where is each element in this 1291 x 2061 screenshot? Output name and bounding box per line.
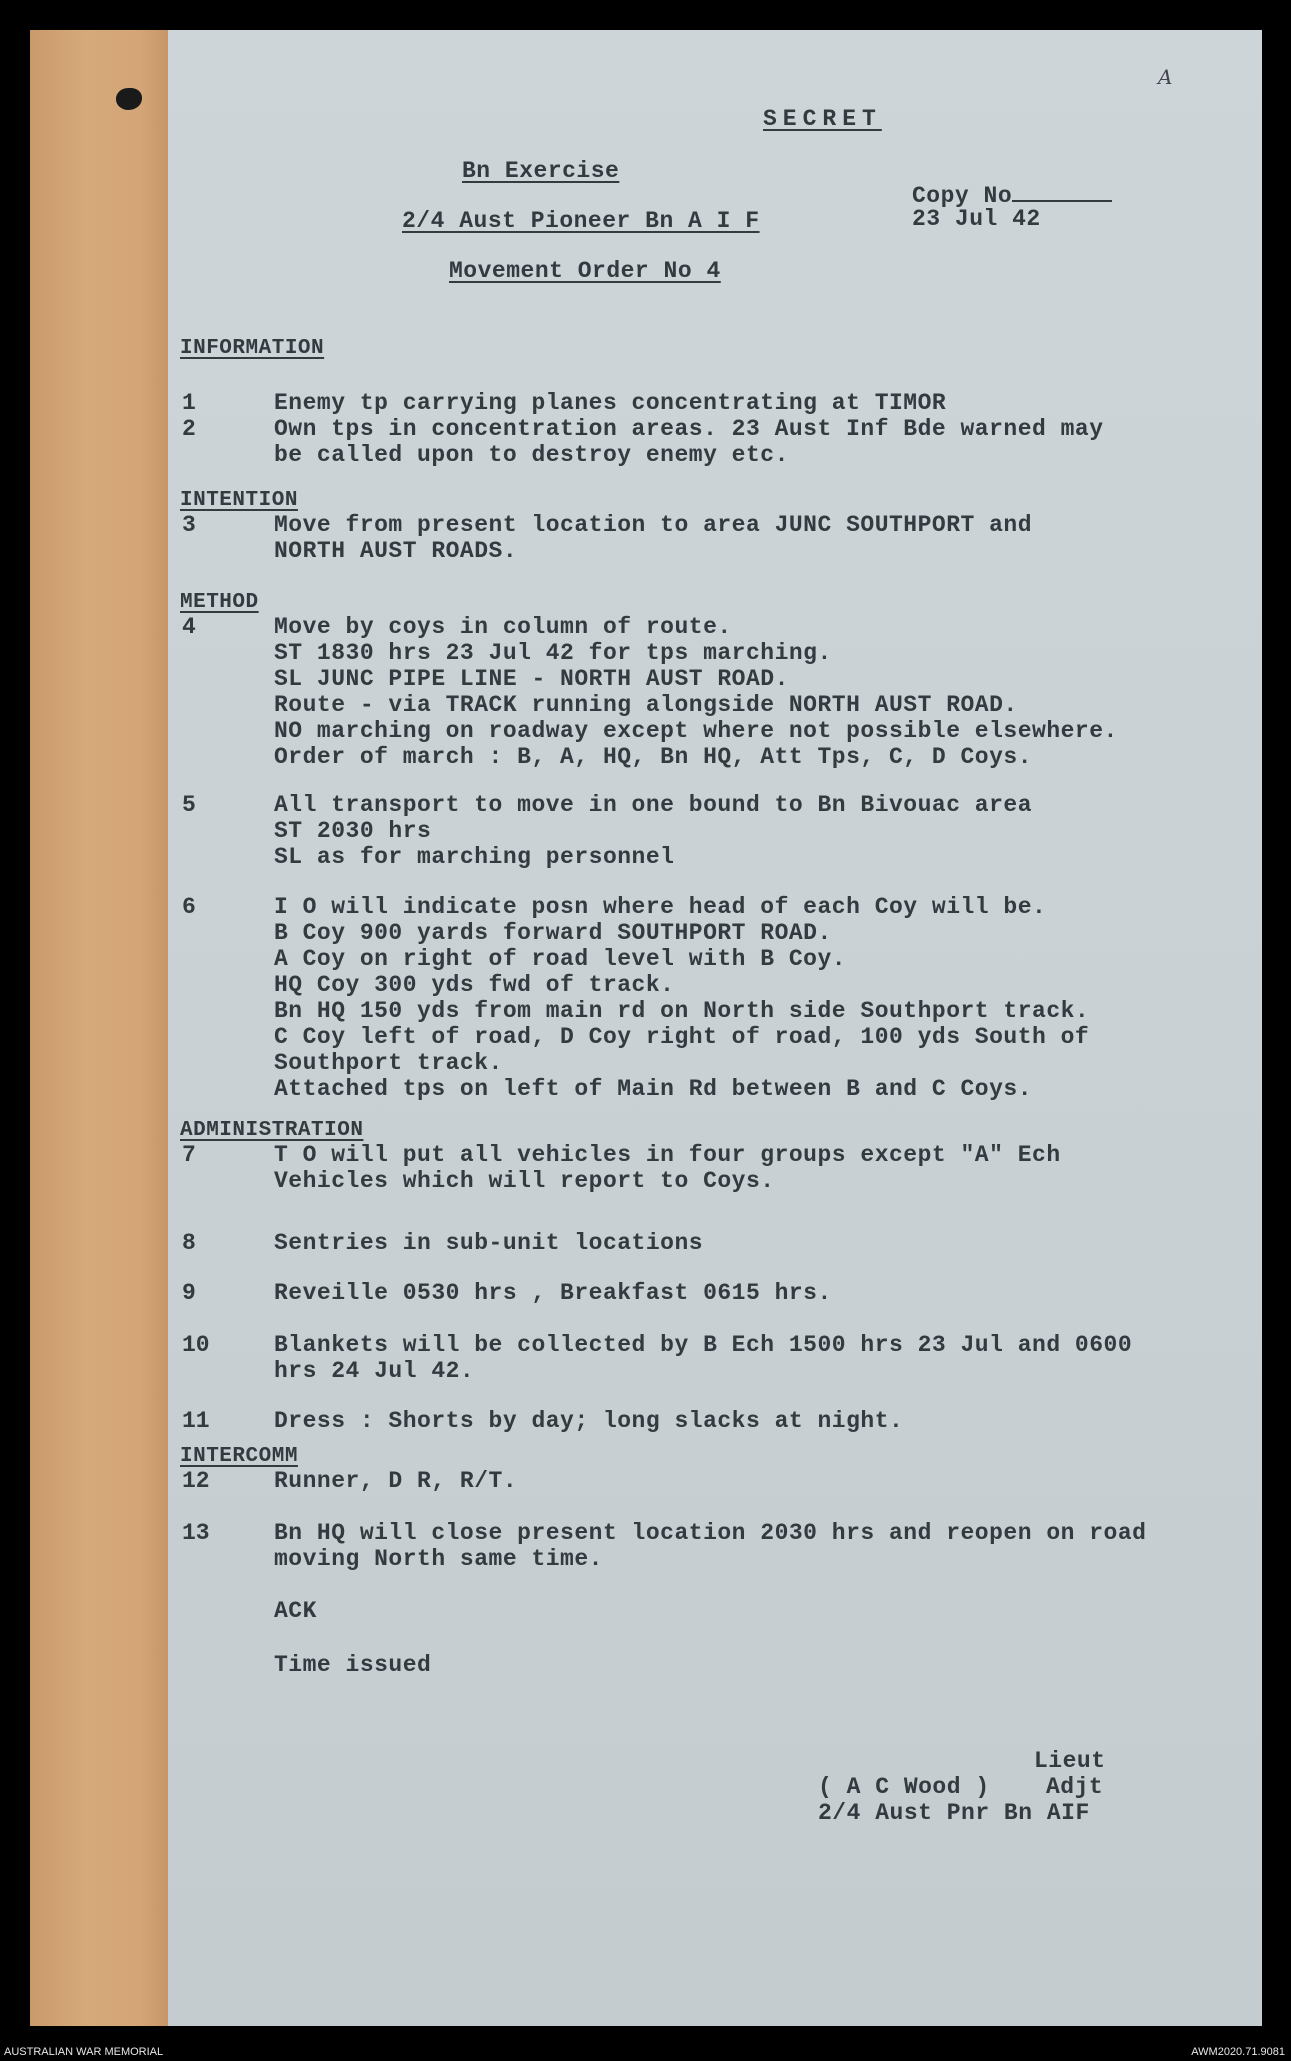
footer-accession: AWM2020.71.9081 [1191,2046,1285,2058]
copy-no-label: Copy No [912,183,1013,209]
paragraph-5 [274,792,1032,870]
paragraph-line: NO marching on roadway except where not possible elsewhere. [274,718,1118,744]
heading-administration: ADMINISTRATION [180,1119,364,1142]
exercise-title: Bn Exercise [462,158,620,184]
copy-no [912,182,1112,209]
copy-no-blank [1012,182,1112,202]
paragraph-3 [274,512,1032,564]
paragraph-line: Runner, D R, R/T. [274,1468,518,1494]
signature-appointment: Adjt [1046,1774,1104,1800]
paragraph-12 [274,1468,517,1494]
corner-mark: A [1158,65,1173,89]
para-number: 2 [182,416,196,442]
order-date: 23 Jul 42 [912,206,1041,232]
paragraph-line: Southport track. [274,1050,503,1076]
paragraph-line: Route - via TRACK running alongside NORTH AUST ROAD. [274,692,1018,718]
paragraph-line: Bn HQ 150 yds from main rd on North side Southport track. [274,998,1090,1024]
paragraph-line: moving North same time. [274,1546,603,1572]
paragraph-line: ST 2030 hrs [274,818,432,844]
paragraph-line: C Coy left of road, D Coy right of road, 100 yds South of [274,1024,1090,1050]
paragraph-line: SL JUNC PIPE LINE - NORTH AUST ROAD. [274,666,789,692]
para-number: 4 [182,614,196,640]
paragraph-line: All transport to move in one bound to Bn Bivouac area [274,792,1033,818]
paragraph-line: Own tps in concentration areas. 23 Aust Inf Bde warned may [274,416,1104,442]
para-number: 7 [182,1142,196,1168]
para-number: 5 [182,792,196,818]
paragraph-7 [274,1142,1061,1194]
signature-unit: 2/4 Aust Pnr Bn AIF [818,1800,1090,1826]
paragraph-line: T O will put all vehicles in four groups except "A" Ech [274,1142,1061,1168]
paragraph-4 [274,614,1118,770]
paragraph-line: B Coy 900 yards forward SOUTHPORT ROAD. [274,920,832,946]
para-number: 9 [182,1280,196,1306]
paragraph-9 [274,1280,832,1306]
para-number: 11 [182,1408,210,1434]
paragraph-line: I O will indicate posn where head of each Coy will be. [274,894,1047,920]
paragraph-10 [274,1332,1132,1384]
order-title: Movement Order No 4 [449,258,721,284]
paragraph-1 [274,390,946,416]
heading-intention: INTENTION [180,489,298,512]
paragraph-line: Attached tps on left of Main Rd between B and C Coys. [274,1076,1033,1102]
heading-method: METHOD [180,591,259,614]
paragraph-line: be called upon to destroy enemy etc. [274,442,789,468]
para-number: 6 [182,894,196,920]
paragraph-line: ST 1830 hrs 23 Jul 42 for tps marching. [274,640,832,666]
ack-line: ACK [274,1598,317,1624]
paragraph-line: Reveille 0530 hrs , Breakfast 0615 hrs. [274,1280,832,1306]
paragraph-line: Dress : Shorts by day; long slacks at night. [274,1408,904,1434]
heading-intercomm: INTERCOMM [180,1445,298,1468]
paragraph-line: Order of march : B, A, HQ, Bn HQ, Att Tps, C, D Coys. [274,744,1033,770]
footer-credit: AUSTRALIAN WAR MEMORIAL [4,2046,164,2058]
paragraph-line: Vehicles which will report to Coys. [274,1168,775,1194]
para-number: 12 [182,1468,210,1494]
paragraph-line: Blankets will be collected by B Ech 1500 hrs 23 Jul and 0600 [274,1332,1133,1358]
time-issued-line: Time issued [274,1652,432,1678]
para-number: 13 [182,1520,210,1546]
paragraph-6 [274,894,1089,1102]
paragraph-8 [274,1230,703,1256]
paragraph-line: Move from present location to area JUNC SOUTHPORT and [274,512,1033,538]
paragraph-line: Move by coys in column of route. [274,614,732,640]
para-number: 3 [182,512,196,538]
paragraph-2 [274,416,1104,468]
para-number: 1 [182,390,196,416]
paragraph-line: HQ Coy 300 yds fwd of track. [274,972,675,998]
signature-name: ( A C Wood ) [818,1774,990,1800]
paragraph-line: Bn HQ will close present location 2030 hrs and reopen on road [274,1520,1147,1546]
binding-tape [30,30,168,2026]
document-sheet [30,30,1262,2026]
paragraph-line: SL as for marching personnel [274,844,675,870]
heading-information: INFORMATION [180,337,325,360]
paragraph-11 [274,1408,903,1434]
paragraph-line: Sentries in sub-unit locations [274,1230,704,1256]
unit-title: 2/4 Aust Pioneer Bn A I F [402,208,760,234]
signature-rank: Lieut [1034,1748,1106,1774]
paragraph-line: NORTH AUST ROADS. [274,538,518,564]
para-number: 10 [182,1332,210,1358]
paragraph-line: Enemy tp carrying planes concentrating at TIMOR [274,390,947,416]
classification-heading: SECRET [763,106,882,132]
paragraph-line: A Coy on right of road level with B Coy. [274,946,847,972]
paragraph-13 [274,1520,1146,1572]
paragraph-line: hrs 24 Jul 42. [274,1358,475,1384]
para-number: 8 [182,1230,196,1256]
